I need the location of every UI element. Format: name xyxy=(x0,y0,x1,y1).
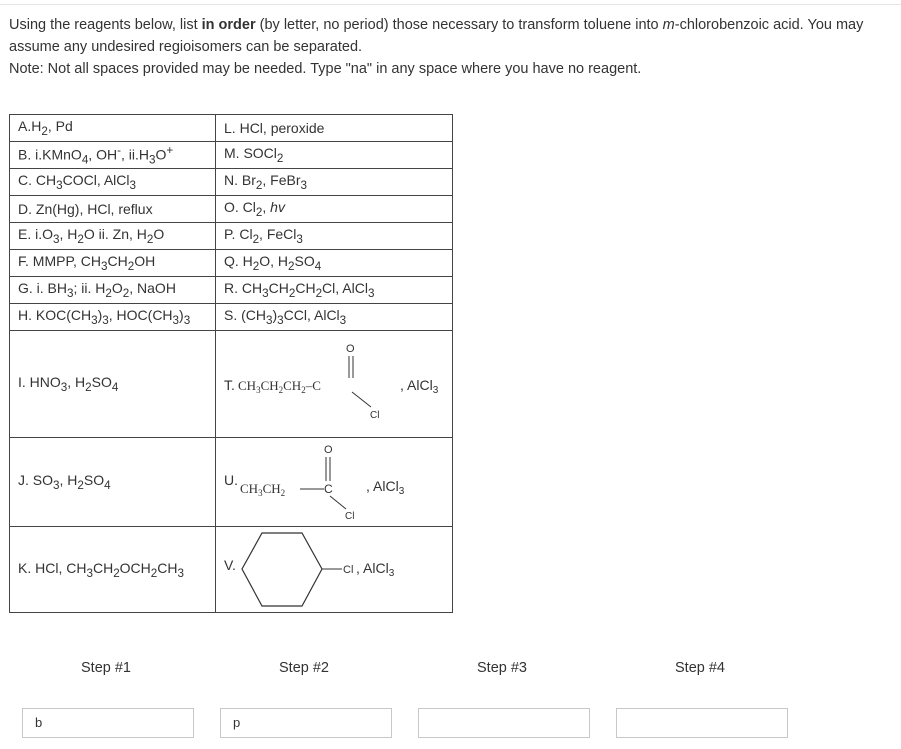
reagent-N: N. $Br_2$, FeBr$_3$ xyxy=(216,169,453,196)
cyclohexane-ring-icon xyxy=(242,533,322,606)
reagent-K: K. HCl, $CH_3CH_2OCH_2CH_3$ xyxy=(10,527,216,613)
question-part2: (by letter, no period) those necessary to transform toluene into xyxy=(255,17,663,33)
reagent-F: F. MMPP, $CH_3CH_2OH$ xyxy=(10,250,216,277)
top-divider xyxy=(0,4,901,5)
reagent-I: I. $HNO_3$, $H_2SO_4$ xyxy=(10,331,216,438)
question-part1: Using the reagents below, list xyxy=(9,17,202,33)
reagent-T-structure xyxy=(224,334,452,434)
reagent-E: E. $i.O_3$, $H_2O$ ii. Zn, $H_2O$ xyxy=(10,223,216,250)
reagent-R: R. $CH_3CH_2CH_2Cl$, AlCl$_3$ xyxy=(216,277,453,304)
reagent-T-cl-bond xyxy=(352,392,371,407)
reagent-U-oxygen: O xyxy=(324,444,333,456)
reagent-O: O. $Cl_2$, hv xyxy=(216,196,453,223)
reagent-H: H. $KOC(CH_3)_3$, $HOC(CH_3)_3$ xyxy=(10,304,216,331)
question-text xyxy=(9,14,897,80)
reagent-L: L. HCl, peroxide xyxy=(216,115,453,142)
reagent-V-suffix: , AlCl$_3$ xyxy=(356,559,395,579)
step-1-answer-input[interactable]: b xyxy=(22,708,194,738)
reagent-U xyxy=(216,438,453,527)
step-3-label: Step #3 xyxy=(477,660,527,676)
reagent-V-structure xyxy=(224,528,452,612)
reagent-T-letter: T. xyxy=(224,377,235,393)
reagent-table xyxy=(9,114,453,613)
reagent-T-chain: $CH_3CH_2CH_2-C$ xyxy=(238,378,321,395)
step-4-label: Step #4 xyxy=(675,660,725,676)
step-2-label: Step #2 xyxy=(279,660,329,676)
reagent-J: J. $SO_3$, $H_2SO_4$ xyxy=(10,438,216,527)
reagent-M: M. SOCl$_2$ xyxy=(216,142,453,169)
reagent-P: P. $Cl_2$, FeCl$_3$ xyxy=(216,223,453,250)
question-italic: m xyxy=(662,17,675,33)
reagent-T-suffix: , AlCl$_3$ xyxy=(400,377,439,396)
reagent-Q: Q. $H_2O$, $H_2SO_4$ xyxy=(216,250,453,277)
reagent-B: B. i.KMnO$_4$, OH-, $ii.H_3O^+$ xyxy=(10,142,216,169)
reagent-D: D. Zn(Hg), HCl, reflux xyxy=(10,196,216,223)
reagent-U-carbon: C xyxy=(324,482,333,496)
reagent-T-oxygen: O xyxy=(346,343,355,355)
step-1-label: Step #1 xyxy=(81,660,131,676)
reagent-U-structure xyxy=(224,439,452,525)
reagent-V-letter: V. xyxy=(224,556,236,573)
reagent-U-suffix: , AlCl$_3$ xyxy=(366,478,405,497)
step-4-answer-input[interactable] xyxy=(616,708,788,738)
reagent-U-letter: U. xyxy=(224,472,238,488)
reagent-V-chlorine: Cl xyxy=(343,563,354,576)
question-part3: -chlorobenzoic acid. You may assume any undesired regioisomers can be separated. xyxy=(9,17,864,55)
reagent-V xyxy=(216,527,453,613)
reagent-T xyxy=(216,331,453,438)
reagent-U-cl-bond xyxy=(330,496,346,509)
question-bold: in order xyxy=(201,17,256,33)
reagent-T-chlorine: Cl xyxy=(370,410,380,421)
reagent-U-chain: $CH_3CH_2$ xyxy=(240,481,286,498)
reagent-U-chlorine: Cl xyxy=(345,511,355,522)
reagent-G: G. i. $BH_3$; ii. $H_2O_2$, NaOH xyxy=(10,277,216,304)
question-note: Note: Not all spaces provided may be needed. Type "na" in any space where you have no reagent. xyxy=(9,61,642,77)
reagent-S: S. $(CH_3)_3CCl$, AlCl$_3$ xyxy=(216,304,453,331)
reagent-A: $A.H_2$, Pd xyxy=(10,115,216,142)
reagent-C: C. $CH_3COCl$, AlCl$_3$ xyxy=(10,169,216,196)
step-3-answer-input[interactable] xyxy=(418,708,590,738)
step-2-answer-input[interactable]: p xyxy=(220,708,392,738)
